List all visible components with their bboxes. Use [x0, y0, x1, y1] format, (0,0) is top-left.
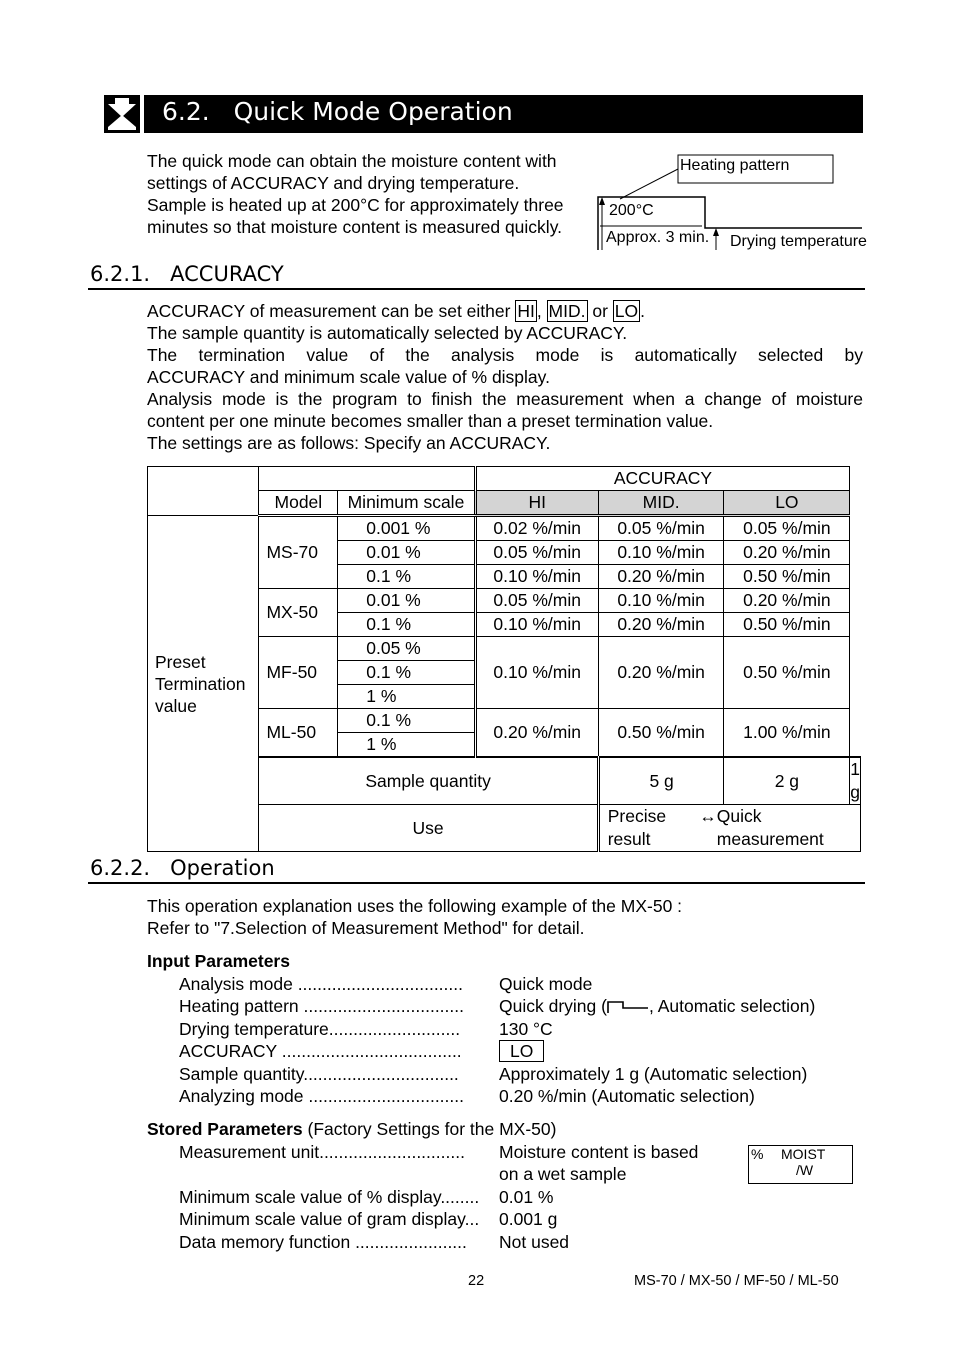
- min-scale-header: Minimum scale: [338, 491, 475, 516]
- hi-cell: 0.05 %/min: [475, 589, 598, 613]
- intro-line: Sample is heated up at 200°C for approximately three: [147, 195, 564, 215]
- lo-cell: 0.20 %/min: [724, 541, 850, 565]
- operation-heading: 6.2.2. Operation: [90, 856, 275, 880]
- sample-hi: 5 g: [598, 757, 724, 805]
- section-title: 6.2. Quick Mode Operation: [162, 97, 513, 126]
- display-indicator-box: [748, 1145, 853, 1184]
- accuracy-line3b: ACCURACY and minimum scale value of % display.: [147, 367, 550, 387]
- table-row: [148, 516, 861, 541]
- model-cell: ML-50: [259, 709, 338, 758]
- lo-cell: 0.50 %/min: [724, 613, 850, 637]
- preset-termination-label: [148, 516, 259, 852]
- intro-line: settings of ACCURACY and drying temperature.: [147, 173, 520, 193]
- table-header-row: [148, 467, 861, 491]
- param-row: Minimum scale value of % display........ 0.01 %: [179, 1186, 554, 1207]
- hi-header: HI: [475, 491, 598, 516]
- intro-line: minutes so that moisture content is measured quickly.: [147, 217, 563, 237]
- mid-cell: 0.10 %/min: [598, 589, 724, 613]
- param-label: Sample quantity: [179, 1063, 304, 1084]
- param-label: Heating pattern: [179, 996, 299, 1016]
- scale-cell: 1 %: [338, 685, 475, 709]
- param-row: Analyzing mode ................................ 0.20 %/min (Automatic selection): [179, 1086, 755, 1106]
- lo-key-label: LO: [614, 301, 639, 321]
- mid-cell: 0.20 %/min: [598, 565, 724, 589]
- accuracy-heading: 6.2.1. ACCURACY: [90, 262, 284, 286]
- row-label-line: Preset: [155, 651, 206, 672]
- param-label: Data memory function: [179, 1231, 351, 1252]
- temp-arrow-head: [599, 197, 605, 205]
- param-row: Drying temperature........................... 130 °C: [179, 1018, 553, 1039]
- use-label: Use: [259, 805, 598, 852]
- param-value: 0.01 %: [499, 1186, 554, 1207]
- stored-parameters: [147, 1118, 698, 1253]
- operation-intro: [147, 895, 863, 939]
- scale-cell: 1 %: [338, 733, 475, 758]
- mid-cell: 0.50 %/min: [598, 709, 724, 758]
- accuracy-line3a: The termination value of the analysis mode is automatically selected by: [147, 345, 863, 365]
- mid-header: MID.: [598, 491, 724, 516]
- drying-temp-label: Drying temperature: [730, 233, 867, 250]
- sample-mid: 2 g: [724, 757, 850, 805]
- scale-cell: 0.1 %: [338, 565, 475, 589]
- callout-leader-line: [620, 169, 678, 199]
- row-label-line: value: [155, 695, 197, 716]
- param-value: Moisture content is based on a wet sample: [499, 1141, 699, 1184]
- param-value: 130 °C: [499, 1018, 553, 1039]
- param-label: Analysis mode: [179, 973, 293, 994]
- hi-cell: 0.05 %/min: [475, 541, 598, 565]
- model-cell: MX-50: [259, 589, 338, 637]
- param-value: Approximately 1 g (Automatic selection): [499, 1063, 808, 1084]
- param-label: Drying temperature: [179, 1018, 329, 1039]
- stored-parameters-title: Stored Parameters (Factory Settings for the MX-50): [147, 1119, 557, 1139]
- param-row: Data memory function ....................... Not used: [179, 1231, 570, 1252]
- use-cell: [598, 805, 860, 852]
- operation-line1: This operation explanation uses the following example of the MX-50 :: [147, 896, 683, 916]
- input-parameters-title: Input Parameters: [147, 951, 290, 971]
- accuracy-paragraph: [147, 300, 863, 454]
- param-row: Analysis mode .................................. Quick mode: [179, 973, 593, 994]
- accuracy-table: [147, 466, 861, 852]
- accuracy-header: ACCURACY: [475, 467, 850, 491]
- use-right: Quick measurement: [716, 806, 824, 849]
- accuracy-line2: The sample quantity is automatically selected by ACCURACY.: [147, 323, 628, 343]
- param-value: 0.20 %/min (Automatic selection): [499, 1086, 755, 1106]
- param-row: ACCURACY ..................................... LO: [147, 1040, 815, 1063]
- operation-heading-rule: [88, 882, 865, 884]
- sample-quantity-label: Sample quantity: [259, 757, 598, 805]
- scale-cell: 0.1 %: [338, 613, 475, 637]
- mid-cell: 0.20 %/min: [598, 613, 724, 637]
- sample-lo: 1 g: [850, 757, 861, 805]
- banner-divider: [140, 95, 144, 133]
- scale-cell: 0.01 %: [338, 589, 475, 613]
- lo-key-box: LO: [499, 1040, 544, 1062]
- param-value: 0.001 g: [499, 1209, 558, 1229]
- intro-line: The quick mode can obtain the moisture content with: [147, 151, 557, 171]
- hi-key-label: HI: [517, 301, 535, 321]
- footer-models: MS-70 / MX-50 / MF-50 / ML-50: [634, 1273, 839, 1289]
- scale-cell: 0.1 %: [338, 709, 475, 733]
- input-parameters: [147, 950, 815, 1108]
- hi-cell: 0.10 %/min: [475, 565, 598, 589]
- lo-cell: 0.50 %/min: [724, 637, 850, 709]
- page-number: 22: [468, 1273, 485, 1289]
- blank-header: [259, 467, 475, 491]
- use-arrow: ↔: [699, 806, 717, 826]
- quick-mode-icon: [104, 95, 140, 133]
- lo-cell: 0.20 %/min: [724, 589, 850, 613]
- param-label: Minimum scale value of gram display: [179, 1209, 465, 1229]
- accuracy-line4b: content per one minute becomes smaller than a preset termination value.: [147, 411, 714, 431]
- use-left: Precise result: [607, 806, 667, 849]
- model-cell: MS-70: [259, 516, 338, 589]
- time-label: Approx. 3 min.: [606, 229, 710, 246]
- intro-text: [147, 150, 587, 238]
- param-row: Heating pattern ................................. Quick drying ( , Automatic selection): [179, 996, 816, 1016]
- accuracy-line4a: Analysis mode is the program to finish the measurement when a change of moisture: [147, 389, 863, 409]
- display-moist: MOIST: [781, 1146, 826, 1162]
- mid-key-label: MID.: [548, 301, 586, 321]
- mid-cell: 0.05 %/min: [598, 516, 724, 541]
- param-label: Measurement unit: [179, 1141, 320, 1162]
- lo-cell: 0.50 %/min: [724, 565, 850, 589]
- scale-cell: 0.05 %: [338, 637, 475, 661]
- scale-cell: 0.01 %: [338, 541, 475, 565]
- quick-drying-pattern-icon: [607, 999, 649, 1013]
- mid-cell: 0.20 %/min: [598, 637, 724, 709]
- hi-cell: 0.20 %/min: [475, 709, 598, 758]
- model-cell: MF-50: [259, 637, 338, 709]
- operation-line2: Refer to "7.Selection of Measurement Method" for detail.: [147, 918, 585, 938]
- drying-temp-arrow-head: [713, 228, 719, 236]
- lo-cell: 0.05 %/min: [724, 516, 850, 541]
- display-w: /W: [796, 1162, 814, 1178]
- lo-header: LO: [724, 491, 850, 516]
- display-percent: %: [751, 1146, 764, 1162]
- param-row: Minimum scale value of gram display... 0.001 g: [179, 1209, 558, 1229]
- lo-cell: 1.00 %/min: [724, 709, 850, 758]
- scale-cell: 0.001 %: [338, 516, 475, 541]
- hi-cell: 0.10 %/min: [475, 637, 598, 709]
- param-row: Measurement unit.............................. Moisture content is based on a wet sample: [179, 1141, 699, 1184]
- mid-cell: 0.10 %/min: [598, 541, 724, 565]
- accuracy-line1: ACCURACY of measurement can be set either HI , MID. or LO .: [147, 301, 646, 321]
- param-label: Minimum scale value of % display: [179, 1186, 441, 1207]
- hi-cell: 0.02 %/min: [475, 516, 598, 541]
- blank-corner: [148, 467, 259, 516]
- accuracy-line5: The settings are as follows: Specify an ACCURACY.: [147, 433, 551, 453]
- param-row: Sample quantity................................ Approximately 1 g (Automatic selection): [179, 1063, 808, 1084]
- accuracy-heading-rule: [88, 288, 865, 290]
- param-value: Quick mode: [499, 973, 593, 994]
- param-label: ACCURACY: [179, 1041, 277, 1061]
- param-value: Not used: [499, 1231, 570, 1252]
- model-header: Model: [259, 491, 338, 516]
- param-value: Quick drying ( , Automatic selection): [499, 996, 816, 1016]
- param-label: Analyzing mode: [179, 1086, 304, 1106]
- param-value: [499, 1040, 544, 1063]
- hi-cell: 0.10 %/min: [475, 613, 598, 637]
- scale-cell: 0.1 %: [338, 661, 475, 685]
- temp-label: 200°C: [609, 202, 654, 219]
- row-label-line: Termination: [155, 673, 246, 694]
- heating-pattern-label: Heating pattern: [680, 157, 790, 174]
